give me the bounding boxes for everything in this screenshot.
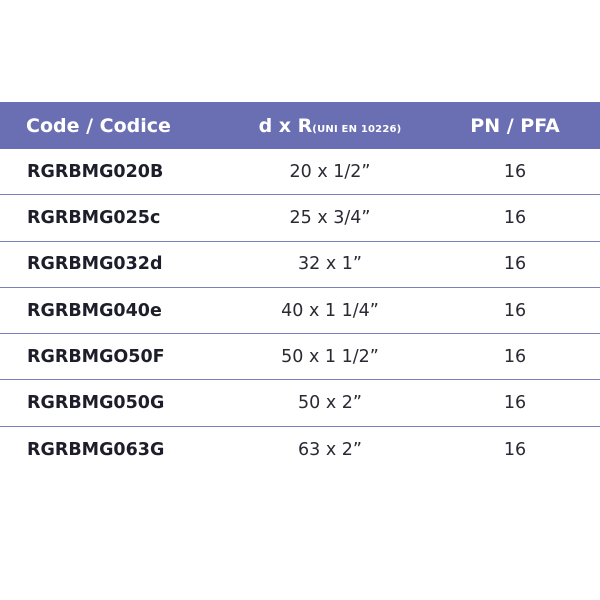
cell-code: RGRBMGO50F xyxy=(27,346,165,367)
table-row xyxy=(0,195,600,241)
cell-code: RGRBMG050G xyxy=(27,393,165,414)
product-spec-table xyxy=(0,102,600,473)
table-row xyxy=(0,427,600,473)
table-row xyxy=(0,149,600,195)
cell-pressure: 16 xyxy=(503,207,527,228)
header-dimension-standard: (UNI EN 10226) xyxy=(312,123,402,135)
header-code: Code / Codice xyxy=(26,114,171,137)
cell-pressure: 16 xyxy=(503,300,527,321)
cell-dimension: 20 x 1/2” xyxy=(289,161,371,182)
header-dimension xyxy=(230,115,430,137)
cell-dimension: 63 x 2” xyxy=(298,439,362,460)
cell-code: RGRBMG020B xyxy=(27,161,164,182)
cell-code: RGRBMG040e xyxy=(27,300,162,321)
cell-dimension: 40 x 1 1/4” xyxy=(281,300,379,321)
cell-pressure: 16 xyxy=(503,346,527,367)
cell-dimension: 32 x 1” xyxy=(298,254,362,275)
header-dimension-main: d x R xyxy=(258,114,313,137)
cell-code: RGRBMG032d xyxy=(27,254,163,275)
cell-pressure: 16 xyxy=(503,161,527,182)
table-row xyxy=(0,334,600,380)
cell-dimension: 50 x 1 1/2” xyxy=(281,346,379,367)
cell-code: RGRBMG025c xyxy=(27,207,161,228)
cell-dimension: 50 x 2” xyxy=(298,393,362,414)
cell-pressure: 16 xyxy=(503,393,527,414)
cell-dimension: 25 x 3/4” xyxy=(289,207,371,228)
cell-pressure: 16 xyxy=(503,254,527,275)
header-pressure: PN / PFA xyxy=(470,114,560,137)
table-row xyxy=(0,380,600,426)
table-row xyxy=(0,242,600,288)
table-header-row xyxy=(0,102,600,149)
cell-pressure: 16 xyxy=(503,439,527,460)
table-row xyxy=(0,288,600,334)
cell-code: RGRBMG063G xyxy=(27,439,165,460)
